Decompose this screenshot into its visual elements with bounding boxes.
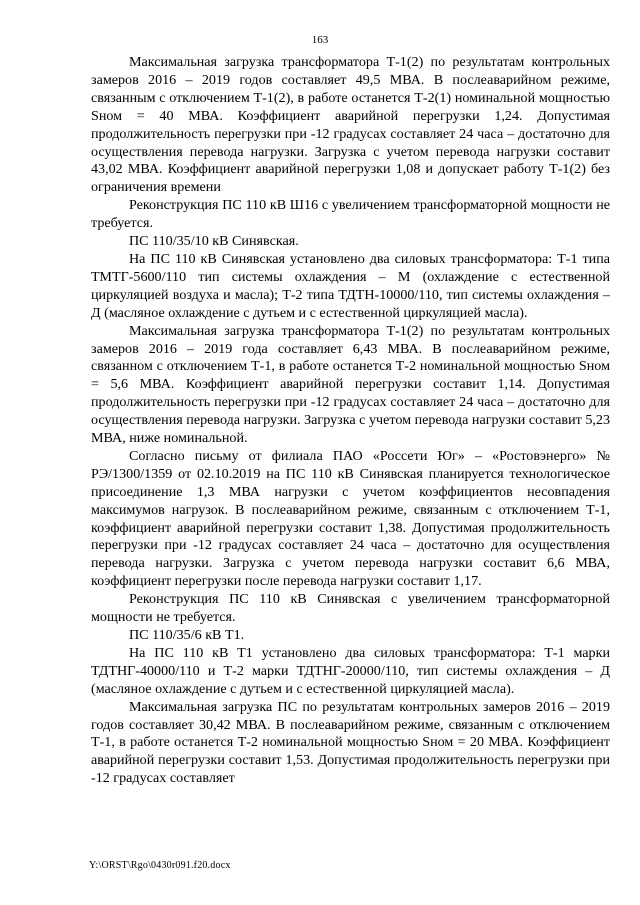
paragraph-t1-transformers: На ПС 110 кВ Т1 установлено два силовых трансформатора: Т-1 марки ТДТНГ-40000/110 и Т-2 марки ТДТНГ-20000/110, тип системы охлаждения – Д (масляное охлаждение с дутьем и с естественной циркуляцией масла). <box>91 644 610 697</box>
paragraph-t1-substation-load: Максимальная загрузка ПС по результатам контрольных замеров 2016 – 2019 годов составляет 30,42 МВА. В послеаварийном режиме, связанным с отключением Т-1, в работе останется Т-2 номинальной мощностью Sном = 20 МВА. Коэффициент аварийной перегрузки составит 1,53. Допустимая продолжительность перегрузки при -12 градусах составляет <box>91 698 610 787</box>
heading-t1: ПС 110/35/6 кВ Т1. <box>129 627 245 643</box>
document-body <box>91 54 610 788</box>
paragraph-rostovenergo-letter: Согласно письму от филиала ПАО «Россети Юг» – «Ростовэнерго» № РЭ/1300/1359 от 02.10.2019 на ПС 110 кВ Синявская планируется технологическое присоединение 1,3 МВА нагрузки с учетом коэффициентов несовпадения максимумов нагрузок. В послеаварийном режиме, связанным с отключением Т-1, коэффициент аварийной перегрузки составит 1,38. Допустимая продолжительность перегрузки при -12 градусах составляет 24 часа – достаточно для осуществления перевода нагрузки. Загрузка с учетом перевода нагрузки составит 6,6 МВА, коэффициент перегрузки после перевода нагрузки составит 1,17. <box>91 447 610 590</box>
paragraph-sh16-conclusion: Реконструкция ПС 110 кВ Ш16 с увеличением трансформаторной мощности не требуется. <box>91 197 610 232</box>
footer-file-path: Y:\ORST\Rgo\0430r091.f20.docx <box>89 860 231 871</box>
paragraph-sinyavskaya-conclusion: Реконструкция ПС 110 кВ Синявская с увеличением трансформаторной мощности не требуется. <box>91 591 610 626</box>
paragraph-sinyavskaya-transformers: На ПС 110 кВ Синявская установлено два силовых трансформатора: Т-1 типа ТМТГ-5600/110 тип системы охлаждения – М (охлаждение с естественной циркуляцией воздуха и масла); Т-2 типа ТДТН-10000/110, тип системы охлаждения – Д (масляное охлаждение с дутьем и с естественной циркуляцией масла). <box>91 250 610 321</box>
paragraph-t1-load: Максимальная загрузка трансформатора Т-1(2) по результатам контрольных замеров 2016 – 2019 годов составляет 49,5 МВА. В послеаварийном режиме, связанным с отключением Т-1(2), в работе останется Т-2(1) номинальной мощностью Sном = 40 МВА. Коэффициент аварийной перегрузки 1,24. Допустимая продолжительность перегрузки при -12 градусах составляет 24 часа – достаточно для осуществления перевода нагрузки. Загрузка с учетом перевода нагрузки составит 43,02 МВА. Коэффициент аварийной перегрузки 1,08 и допускает работу Т-1(2) без ограничения времени <box>91 54 610 196</box>
page-number: 163 <box>311 34 329 46</box>
paragraph-sinyavskaya-load: Максимальная загрузка трансформатора Т-1(2) по результатам контрольных замеров 2016 – 2019 года составляет 6,43 МВА. В послеаварийном режиме, связанном с отключением Т-1, в работе останется Т-2 номинальной мощностью Sном = 5,6 МВА. Коэффициент аварийной перегрузки составит 1,14. Допустимая продолжительность перегрузки при -12 градусах составляет 24 часа – достаточно для осуществления перевода нагрузки. Загрузка с учетом перевода нагрузки составит 5,23 МВА, ниже номинальной. <box>91 322 610 447</box>
heading-sinyavskaya: ПС 110/35/10 кВ Синявская. <box>129 233 299 250</box>
